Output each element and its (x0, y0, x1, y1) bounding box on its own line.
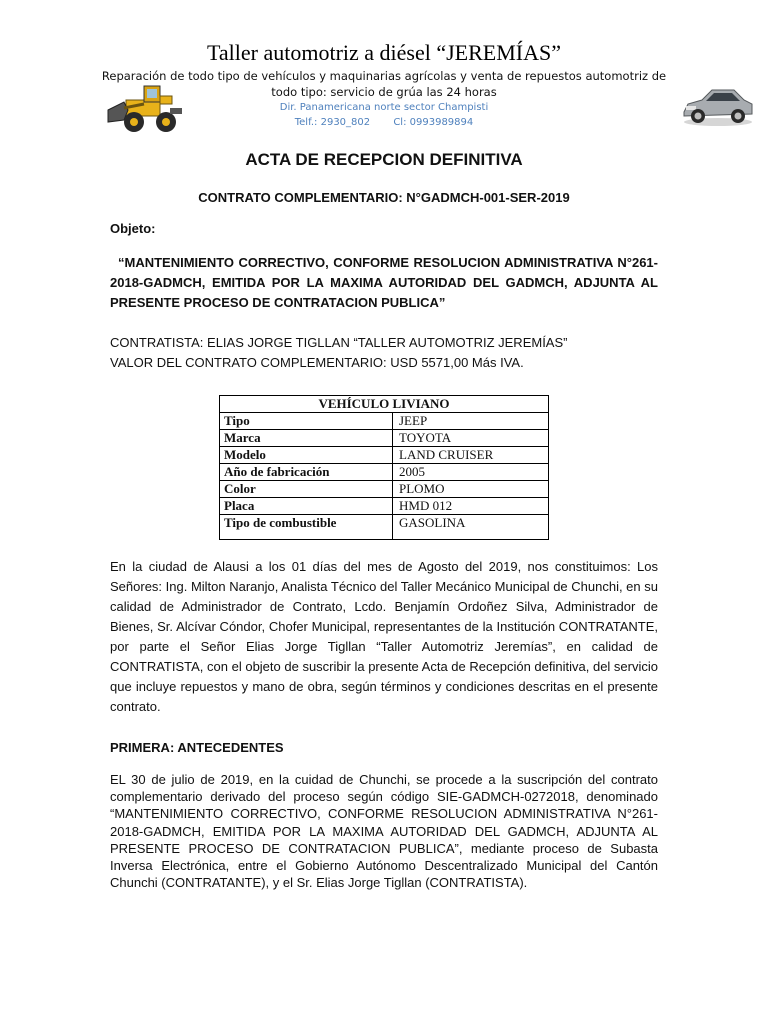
antecedentes-paragraph: EL 30 de julio de 2019, en la cuidad de Chunchi, se procede a la suscripción del contrato complementario derivado del proceso según código SIE-GADMCH-0272018, denominado “MANTENIMIENTO CORRECTIVO, CONFORME RESOLUCION ADMINISTRATIVA N°261-2018-GADMCH, EMITIDA POR LA MAXIMA AUTORIDAD DEL GADMCH, ADJUNTA AL PRESENTE PROCESO DE CONTRATACION PUBLICA”, mediante proceso de Subasta Inversa Electrónica, entre el Gobierno Autónomo Descentralizado Municipal del Cantón Chunchi (CONTRATANTE), y el Sr. Elias Jorge Tigllan (CONTRATISTA). (110, 772, 658, 891)
letterhead-subtitle: Reparación de todo tipo de vehículos y maquinarias agrícolas y venta de repuestos automotriz de todo tipo: servicio de grúa las 24 horas (101, 69, 667, 99)
row-label: Color (220, 481, 393, 498)
contract-number: CONTRATO COMPLEMENTARIO: N°GADMCH-001-SER-2019 (198, 190, 570, 205)
contratista-line: CONTRATISTA: ELIAS JORGE TIGLLAN “TALLER AUTOMOTRIZ JEREMÍAS” (110, 335, 568, 350)
valor-line: VALOR DEL CONTRATO COMPLEMENTARIO: USD 5571,00 Más IVA. (110, 355, 524, 370)
table-row (220, 413, 549, 430)
objeto-text: “MANTENIMIENTO CORRECTIVO, CONFORME RESOLUCION ADMINISTRATIVA N°261-2018-GADMCH, EMITIDA POR LA MAXIMA AUTORIDAD DEL GADMCH, ADJUNTA AL PRESENTE PROCESO DE CONTRATACION PUBLICA” (110, 255, 658, 310)
row-value: HMD 012 (393, 498, 549, 515)
table-row (220, 430, 549, 447)
table-row (220, 464, 549, 481)
row-value: LAND CRUISER (393, 447, 549, 464)
letterhead-title: Taller automotriz a diésel “JEREMÍAS” (206, 40, 562, 65)
vehicle-table-header-row (220, 396, 549, 413)
row-value: GASOLINA (393, 515, 549, 540)
vehicle-table-header: VEHÍCULO LIVIANO (220, 396, 549, 413)
letterhead-address: Dir. Panamericana norte sector Champisti (279, 102, 489, 113)
row-label: Tipo de combustible (220, 515, 393, 540)
objeto-label: Objeto: (110, 221, 156, 236)
table-row (220, 515, 549, 540)
section-heading-antecedentes: PRIMERA: ANTECEDENTES (110, 740, 284, 755)
table-row (220, 447, 549, 464)
row-label: Marca (220, 430, 393, 447)
table-row (220, 481, 549, 498)
vehicle-table (219, 395, 549, 540)
table-row (220, 498, 549, 515)
row-value: 2005 (393, 464, 549, 481)
row-value: JEEP (393, 413, 549, 430)
row-value: TOYOTA (393, 430, 549, 447)
row-label: Tipo (220, 413, 393, 430)
row-label: Año de fabricación (220, 464, 393, 481)
wheel-loader-icon (104, 80, 190, 136)
intro-paragraph: En la ciudad de Alausi a los 01 días del mes de Agosto del 2019, nos constituimos: Los Señores: Ing. Milton Naranjo, Analista Técnico del Taller Mecánico Municipal de Chunchi, en su calidad de Administrador de Contrato, Lcdo. Benjamín Ordoñez Silva, Administrador de Bienes, Sr. Alcívar Cóndor, Chofer Municipal, representantes de la Institución CONTRATANTE, por parte el Señor Elias Jorge Tigllan “Taller Automotriz Jeremías”, en calidad de CONTRATISTA, con el objeto de suscribir la presente Acta de Recepción definitiva, del servicio que incluye repuestos y mano de obra, según términos y condiciones descritas en el presente contrato. (110, 559, 658, 714)
document-title: ACTA DE RECEPCION DEFINITIVA (245, 150, 523, 169)
row-value: PLOMO (393, 481, 549, 498)
letterhead-cell: Cl: 0993989894 (393, 117, 474, 128)
letterhead-phone: Telf.: 2930_802 (294, 117, 371, 128)
car-icon (680, 80, 756, 128)
row-label: Placa (220, 498, 393, 515)
row-label: Modelo (220, 447, 393, 464)
